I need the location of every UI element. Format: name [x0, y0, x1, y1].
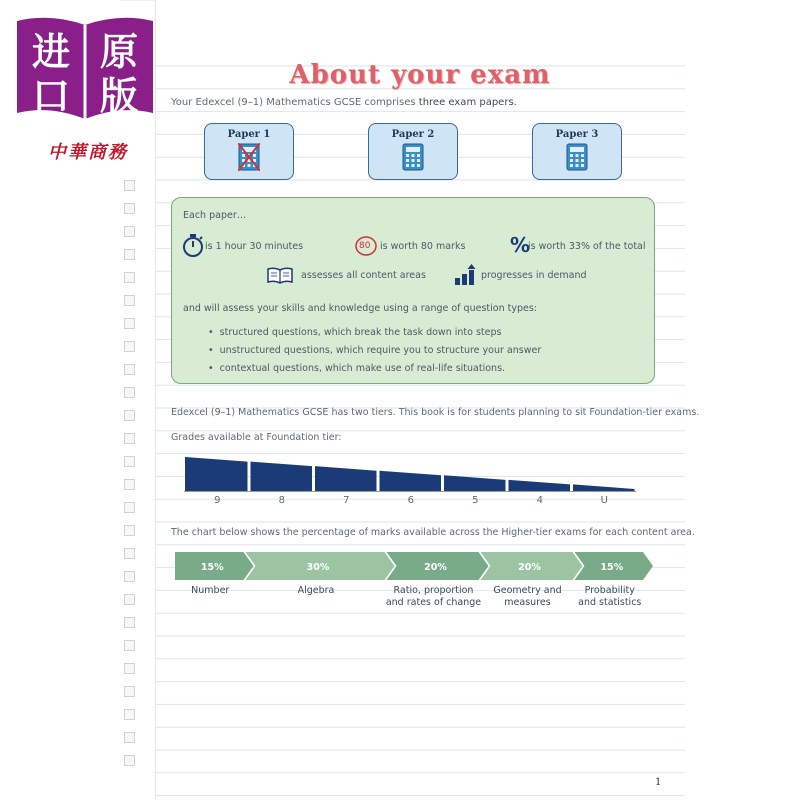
percent-icon: %: [510, 233, 531, 257]
content-area-label: Number: [191, 585, 230, 596]
grade-label: 4: [536, 495, 543, 506]
duration-text: is 1 hour 30 minutes: [205, 241, 304, 252]
question-type-1: • structured questions, which break the task down into steps: [208, 327, 502, 338]
each-paper-heading: Each paper…: [183, 210, 247, 221]
intro-text: Your Edexcel (9–1) Mathematics GCSE comprises three exam papers.: [171, 97, 517, 108]
paper-2-label: Paper 2: [391, 129, 435, 140]
question-type-3: • contextual questions, which make use of real-life situations.: [208, 363, 506, 374]
content-area-label: Geometry and measures: [493, 585, 562, 608]
badge-char-1: 进: [31, 30, 71, 74]
grade-label: 9: [214, 495, 221, 506]
badge-char-2: 原: [99, 30, 139, 74]
intro-emphasis: three exam papers.: [418, 97, 517, 108]
content-area-label: Ratio, proportion and rates of change: [385, 585, 482, 608]
chart-intro-text: The chart below shows the percentage of marks available across the Higher-tier exams for each content area.: [171, 527, 695, 538]
content-area-value: 15%: [600, 562, 624, 573]
content-area-value: 15%: [200, 562, 224, 573]
page-title: About your exam: [289, 60, 551, 90]
content-areas-text: assesses all content areas: [301, 270, 426, 281]
grade-label: 8: [278, 495, 285, 506]
grades-heading: Grades available at Foundation tier:: [171, 432, 342, 443]
badge-char-3: 口: [31, 74, 71, 118]
badge-char-4: 版: [99, 74, 139, 118]
content-area-label: Probability and statistics: [578, 585, 642, 608]
percent-text: is worth 33% of the total: [528, 241, 646, 252]
content-area-value: 20%: [518, 562, 541, 573]
marks-badge: 80: [359, 241, 371, 251]
badge-subtitle: 中華商務: [48, 142, 128, 163]
grade-label: 6: [407, 495, 414, 506]
question-type-2: • unstructured questions, which require you to structure your answer: [208, 345, 542, 356]
content-area-label: Algebra: [297, 585, 335, 596]
page-number: 1: [655, 777, 662, 788]
marks-text: is worth 80 marks: [380, 241, 466, 252]
content-area-value: 20%: [424, 562, 447, 573]
content-area-value: 30%: [306, 562, 330, 573]
skills-text: and will assess your skills and knowledge using a range of question types:: [183, 303, 537, 314]
paper-3-label: Paper 3: [555, 129, 599, 140]
grade-label: U: [600, 495, 608, 506]
tiers-text: Edexcel (9–1) Mathematics GCSE has two tiers. This book is for students planning to sit Foundation-tier exams.: [171, 407, 700, 418]
paper-1-label: Paper 1: [227, 129, 271, 140]
grade-label: 5: [472, 495, 479, 506]
progress-text: progresses in demand: [481, 270, 587, 281]
grade-label: 7: [343, 495, 350, 506]
